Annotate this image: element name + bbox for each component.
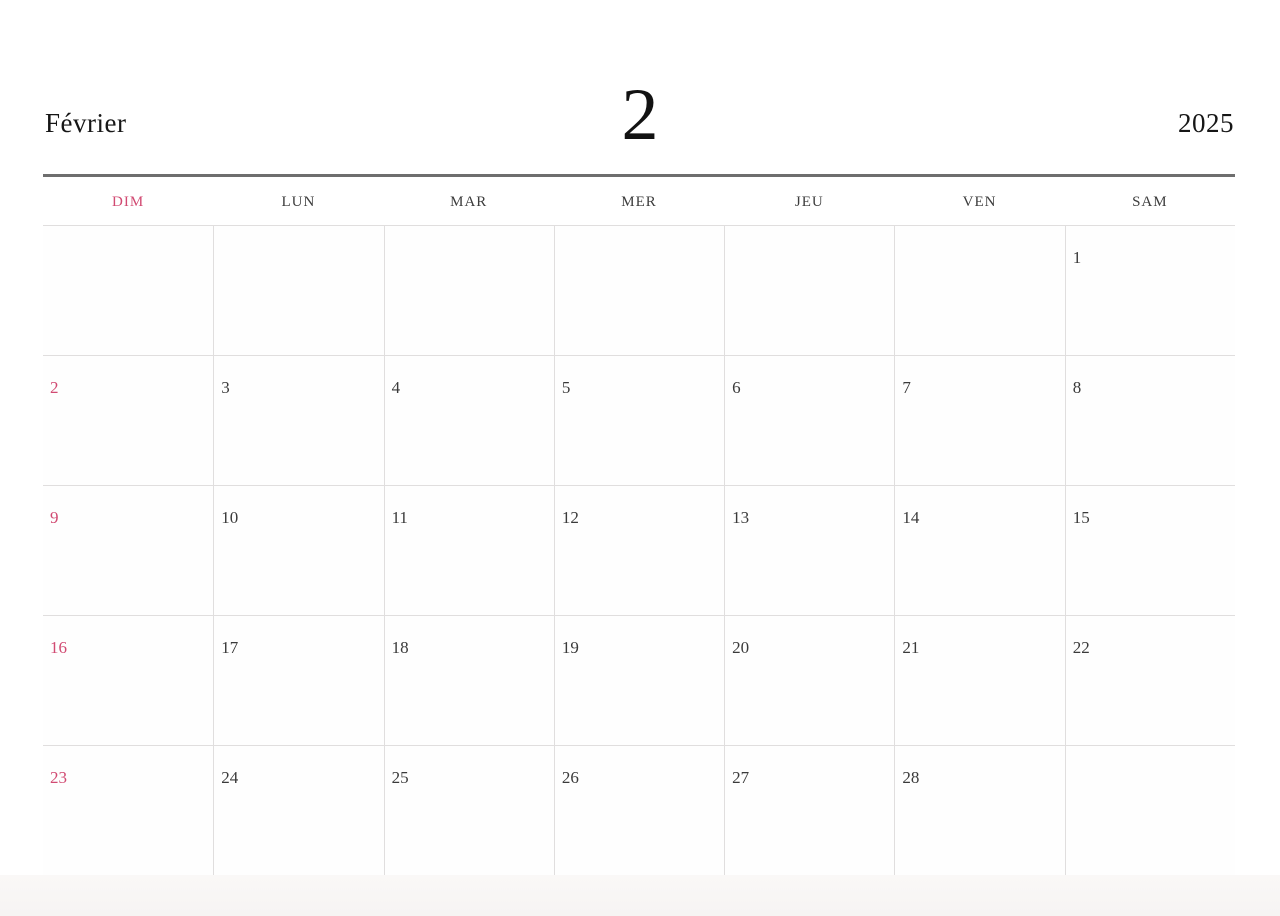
date-number: 25 <box>391 768 409 787</box>
date-number: 13 <box>732 508 750 527</box>
calendar-cell-empty <box>43 225 213 355</box>
date-number: 4 <box>391 378 401 397</box>
weekday-header-sam: SAM <box>1132 193 1168 210</box>
calendar-cell-day-25 <box>384 745 554 875</box>
calendar-cell-day-11 <box>384 485 554 615</box>
date-number: 6 <box>732 378 741 397</box>
calendar-cell-empty <box>1065 745 1235 875</box>
date-number: 22 <box>1072 638 1090 657</box>
weekday-header-mar: MAR <box>450 193 488 210</box>
date-number: 14 <box>902 508 920 527</box>
date-number: 10 <box>221 508 239 527</box>
date-number: 1 <box>1072 248 1082 267</box>
calendar-cell-day-18 <box>384 615 554 745</box>
weekday-header-ven: VEN <box>962 193 997 210</box>
calendar-cell-day-28 <box>894 745 1064 875</box>
date-number: 28 <box>902 768 920 787</box>
calendar-cell-day-8 <box>1065 355 1235 485</box>
date-number: 9 <box>50 508 59 527</box>
date-number: 8 <box>1072 378 1082 397</box>
calendar-cell-day-12 <box>554 485 724 615</box>
calendar-cell-day-3 <box>213 355 383 485</box>
weekday-header-mer: MER <box>621 193 657 210</box>
year-label: 2025 <box>1178 108 1234 138</box>
calendar-cell-day-27 <box>724 745 894 875</box>
bottom-band <box>0 875 1280 916</box>
calendar-cell-day-20 <box>724 615 894 745</box>
date-number: 16 <box>50 638 67 657</box>
calendar-cell-empty <box>894 225 1064 355</box>
month-name: Février <box>45 108 127 138</box>
weekday-header-lun: LUN <box>281 193 316 210</box>
date-number: 3 <box>221 378 230 397</box>
calendar-cell-day-14 <box>894 485 1064 615</box>
calendar-cell-day-21 <box>894 615 1064 745</box>
calendar-cell-day-19 <box>554 615 724 745</box>
date-number: 17 <box>221 638 239 657</box>
date-number: 15 <box>1072 508 1090 527</box>
calendar-cell-day-7 <box>894 355 1064 485</box>
calendar-cell-empty <box>724 225 894 355</box>
date-number: 26 <box>561 768 579 787</box>
calendar-cell-empty <box>384 225 554 355</box>
calendar-cell-day-5 <box>554 355 724 485</box>
date-number: 24 <box>221 768 239 787</box>
date-number: 23 <box>50 768 67 787</box>
calendar-cell-day-9 <box>43 485 213 615</box>
date-number: 19 <box>561 638 579 657</box>
date-number: 20 <box>732 638 750 657</box>
date-number: 7 <box>902 378 911 397</box>
date-number: 2 <box>50 378 59 397</box>
calendar-cell-day-17 <box>213 615 383 745</box>
calendar-cell-day-10 <box>213 485 383 615</box>
date-number: 12 <box>561 508 579 527</box>
calendar-grid <box>43 225 1235 876</box>
calendar-cell-day-15 <box>1065 485 1235 615</box>
calendar-cell-empty <box>213 225 383 355</box>
weekday-header-row <box>43 177 1235 225</box>
calendar-cell-day-13 <box>724 485 894 615</box>
date-number: 5 <box>561 378 571 397</box>
date-number: 18 <box>391 638 409 657</box>
calendar-cell-day-23 <box>43 745 213 875</box>
calendar-cell-day-4 <box>384 355 554 485</box>
calendar-cell-day-1 <box>1065 225 1235 355</box>
date-number: 21 <box>902 638 920 657</box>
calendar-cell-day-24 <box>213 745 383 875</box>
calendar-cell-empty <box>554 225 724 355</box>
weekday-header-jeu: JEU <box>794 193 824 210</box>
calendar-cell-day-26 <box>554 745 724 875</box>
date-number: 27 <box>732 768 750 787</box>
calendar-cell-day-2 <box>43 355 213 485</box>
calendar-cell-day-6 <box>724 355 894 485</box>
calendar-cell-day-22 <box>1065 615 1235 745</box>
month-number: 2 <box>621 74 659 156</box>
weekday-header-dim: DIM <box>112 193 145 210</box>
calendar-cell-day-16 <box>43 615 213 745</box>
date-number: 11 <box>391 508 408 527</box>
